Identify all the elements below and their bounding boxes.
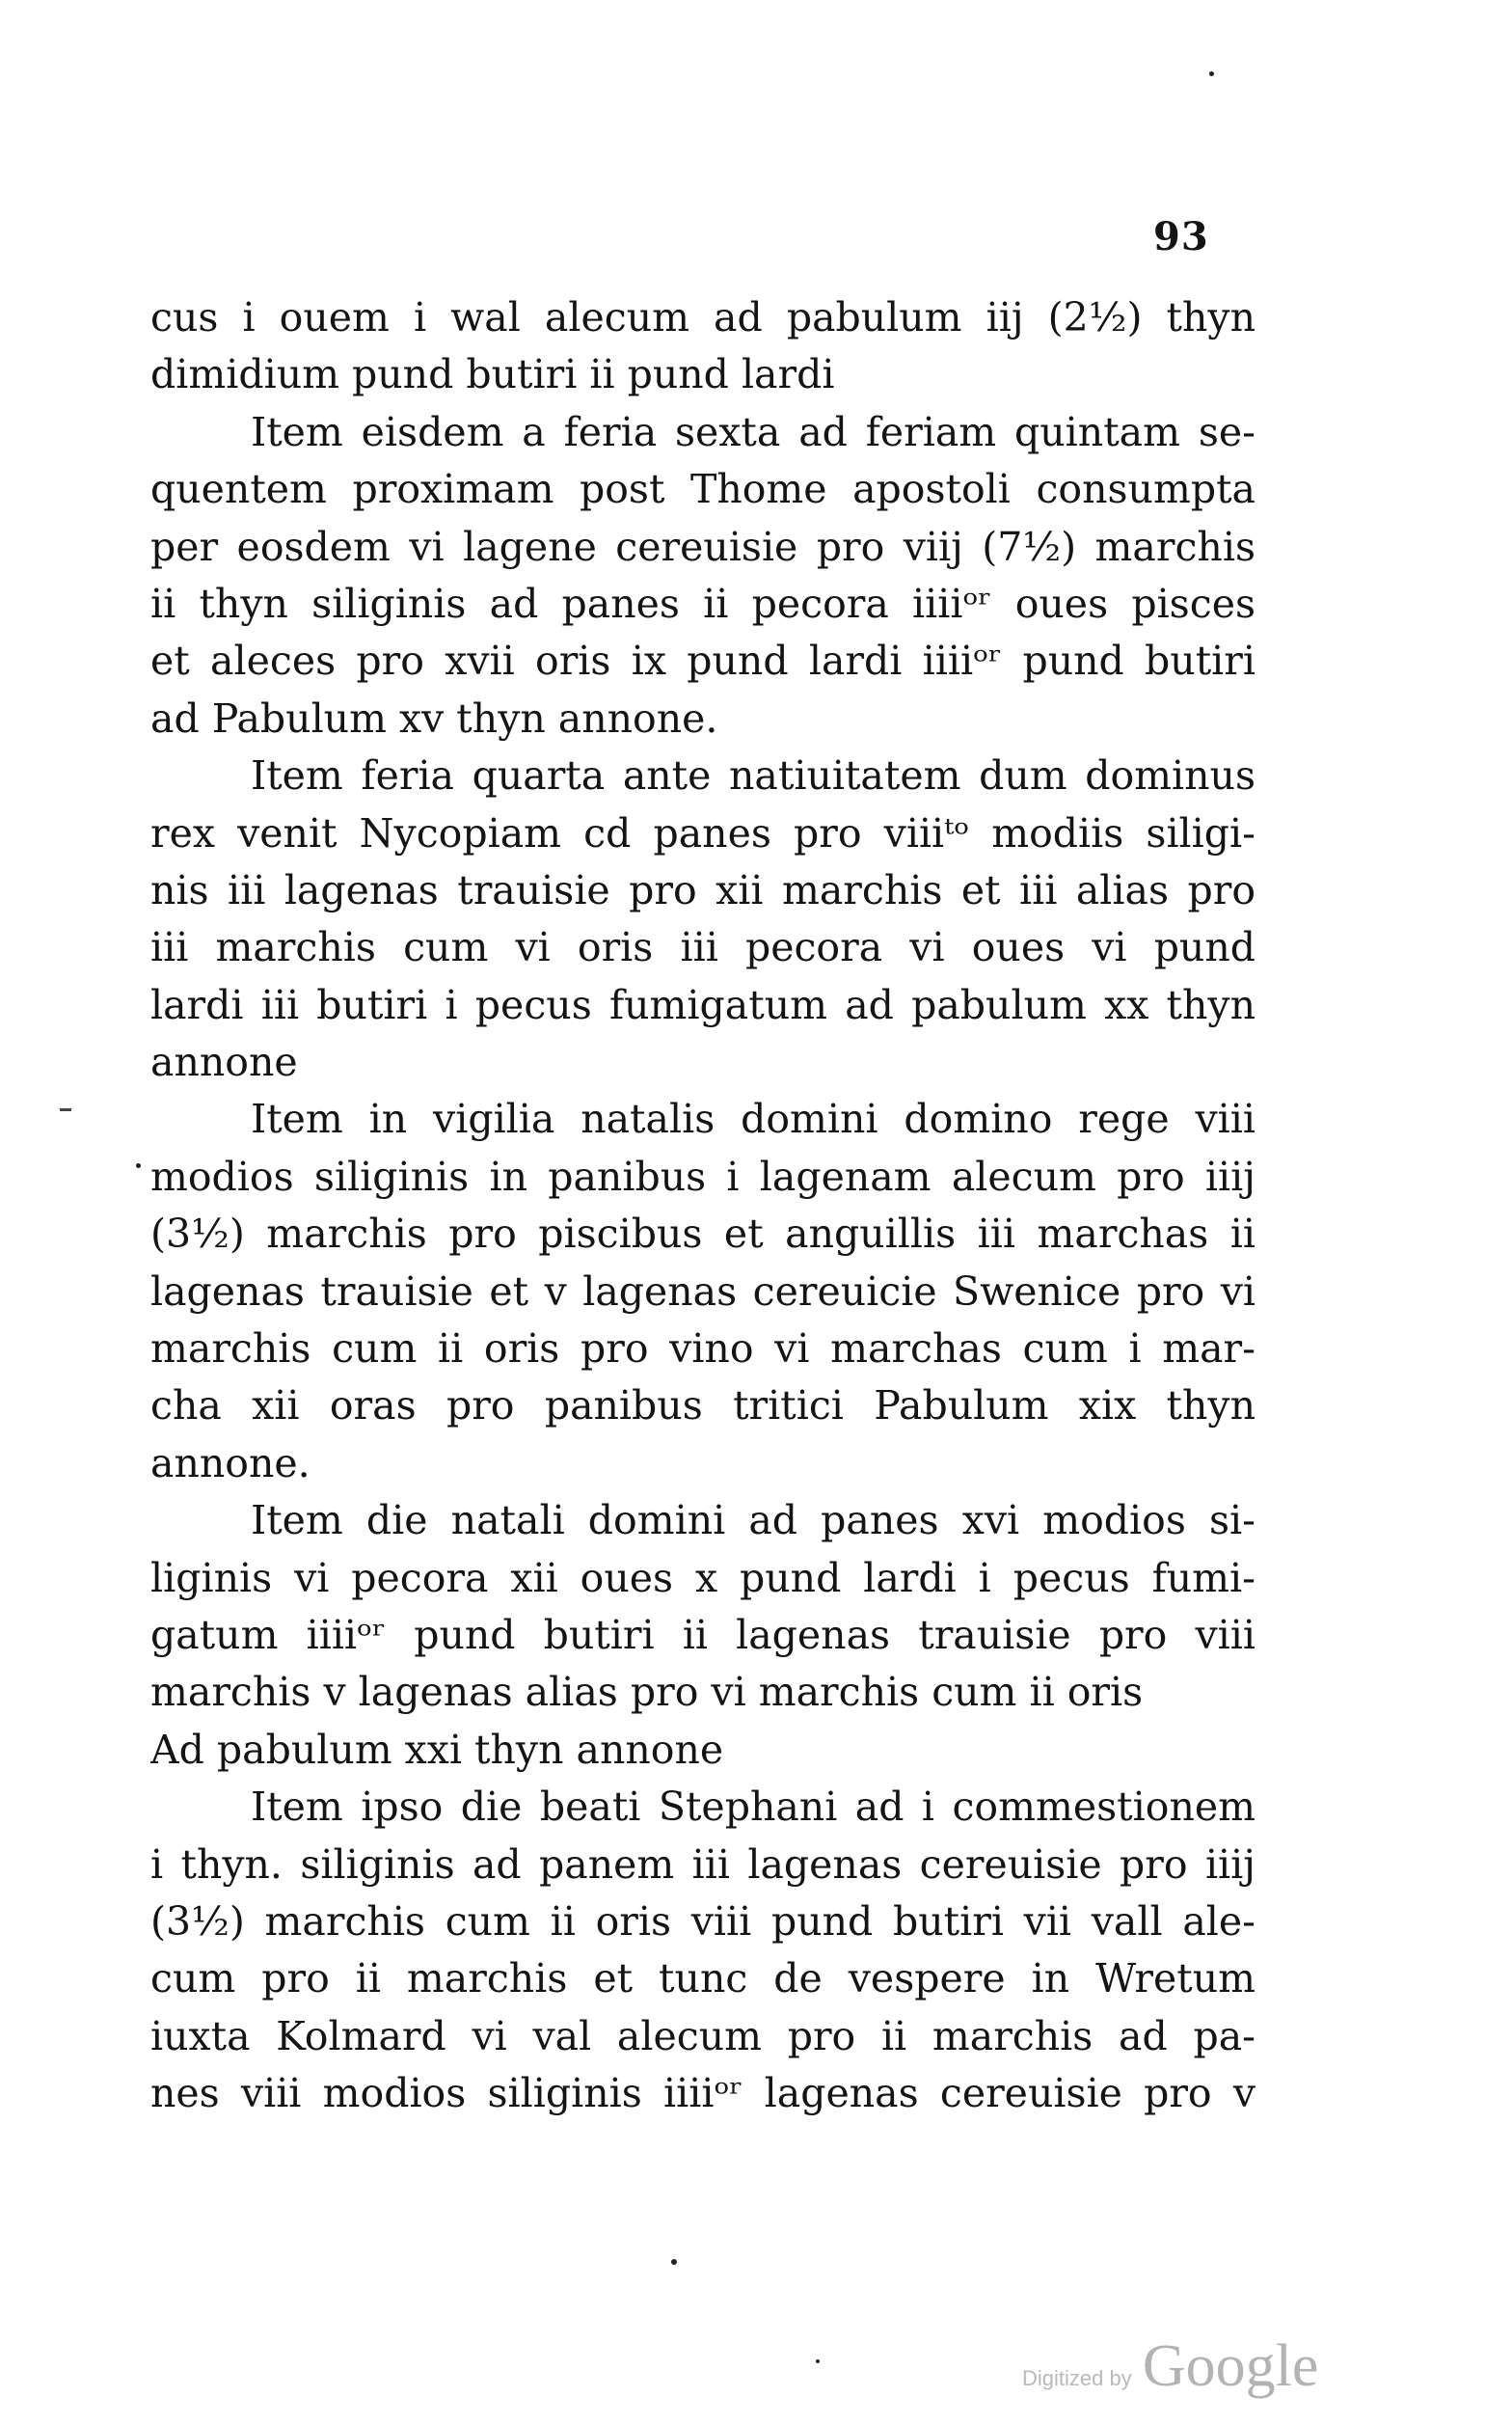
text-line: iii marchis cum vi oris iii pecora vi oues vi pund [150, 924, 1256, 971]
text-line: Item in vigilia natalis domini domino rege viii [251, 1096, 1256, 1143]
text-line: per eosdem vi lagene cereuisie pro viij (7½) marchis [150, 523, 1256, 570]
text-line: lardi iii butiri i pecus fumigatum ad pabulum xx thyn [150, 981, 1256, 1028]
text-line: dimidium pund butiri ii pund lardi [150, 351, 835, 398]
text-line: cha xii oras pro panibus tritici Pabulum xix thyn [150, 1382, 1256, 1430]
text-line: nis iii lagenas trauisie pro xii marchis et iii alias pro [150, 866, 1256, 913]
text-line: Item ipso die beati Stephani ad i commestionem [251, 1784, 1256, 1831]
scan-speck [1209, 71, 1214, 76]
body-text [150, 289, 1256, 2123]
text-line: Item feria quarta ante natiuitatem dum dominus [251, 752, 1256, 800]
text-line: i thyn. siliginis ad panem iii lagenas cereuisie pro iiij [150, 1840, 1256, 1888]
text-line: ii thyn siliginis ad panes ii pecora iiiiᵒʳ oues pisces [150, 580, 1256, 627]
page-number: 93 [1153, 214, 1209, 259]
digitized-label: Digitized by [1022, 2366, 1132, 2390]
text-line: annone [150, 1039, 298, 1086]
text-line: et aleces pro xvii oris ix pund lardi iiiiᵒʳ pund butiri [150, 638, 1256, 685]
scan-speck [671, 2259, 677, 2265]
text-line: Ad pabulum xxi thyn annone [150, 1726, 724, 1773]
text-line: liginis vi pecora xii oues x pund lardi i pecus fumi- [150, 1554, 1256, 1601]
text-line: (3½) marchis pro piscibus et anguillis iii marchas ii [150, 1211, 1256, 1258]
text-line: lagenas trauisie et v lagenas cereuicie Swenice pro vi [150, 1267, 1256, 1315]
scan-speck [816, 2359, 820, 2363]
text-line: iuxta Kolmard vi val alecum pro ii marchis ad pa- [150, 2012, 1256, 2059]
scan-speck [136, 1163, 141, 1168]
google-logo: Google [1142, 2333, 1319, 2399]
text-line: cum pro ii marchis et tunc de vespere in Wretum [150, 1955, 1256, 2002]
text-line: modios siliginis in panibus i lagenam alecum pro iiij [150, 1153, 1256, 1200]
text-line: quentem proximam post Thome apostoli consumpta [150, 466, 1256, 513]
text-line: nes viii modios siliginis iiiiᵒʳ lagenas cereuisie pro v [150, 2070, 1256, 2117]
text-line: cus i ouem i wal alecum ad pabulum iij (2½) thyn [150, 294, 1256, 340]
text-line: rex venit Nycopiam cd panes pro viiiᵗᵒ modiis siligi- [150, 809, 1256, 857]
text-line: marchis cum ii oris pro vino vi marchas cum i mar- [150, 1325, 1256, 1373]
text-line: (3½) marchis cum ii oris viii pund butiri vii vall ale- [150, 1897, 1256, 1945]
scan-speck [60, 1108, 71, 1111]
text-line: ad Pabulum xv thyn annone. [150, 695, 718, 742]
text-line: annone. [150, 1439, 310, 1486]
text-line: Item die natali domini ad panes xvi modios si- [251, 1497, 1256, 1544]
text-line: gatum iiiiᵒʳ pund butiri ii lagenas trauisie pro viii [150, 1611, 1256, 1658]
digitized-watermark [1022, 2332, 1318, 2401]
text-line: marchis v lagenas alias pro vi marchis cum ii oris [150, 1669, 1144, 1716]
text-line: Item eisdem a feria sexta ad feriam quintam se- [251, 408, 1256, 455]
